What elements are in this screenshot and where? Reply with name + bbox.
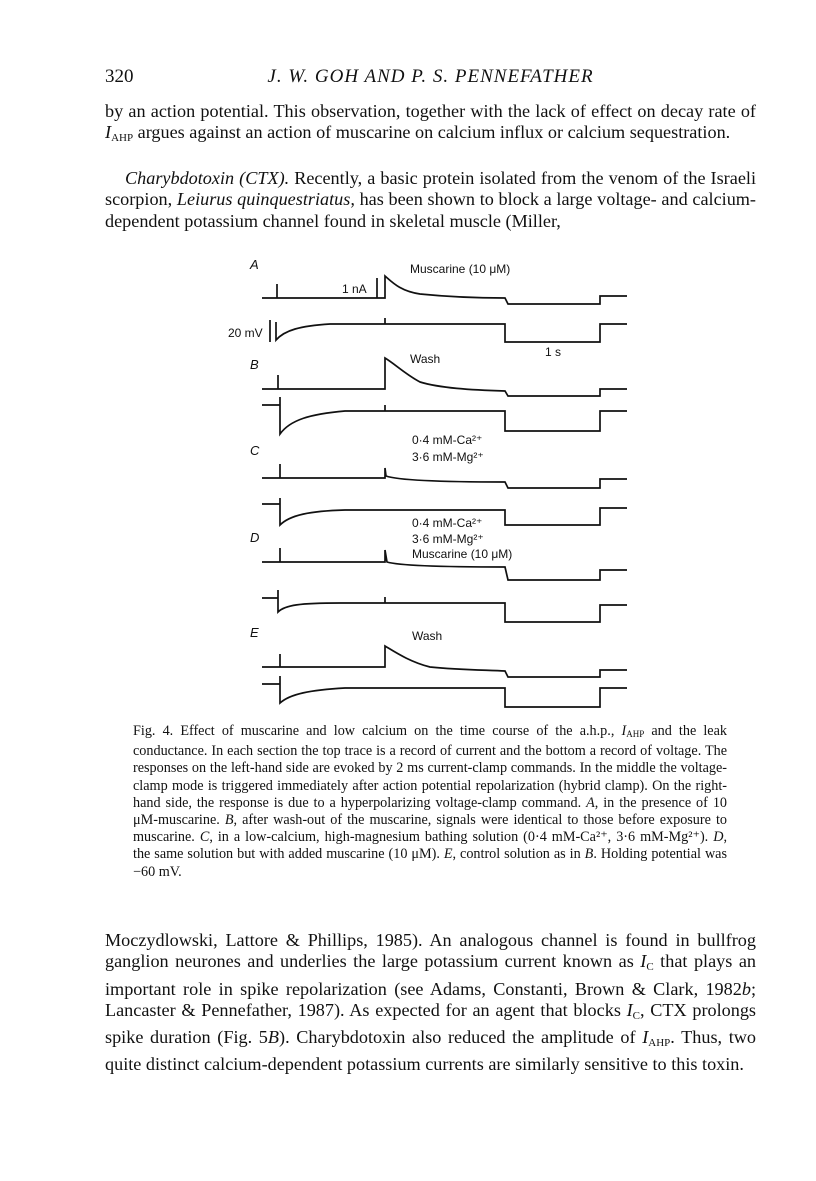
text-span: Recently, a basic protein isolated from the venom of the Israeli scorpion, xyxy=(105,168,756,210)
figure-caption xyxy=(133,723,727,881)
page-number: 320 xyxy=(105,66,134,87)
trace-d-voltage xyxy=(262,590,627,622)
caption-panel-ref: D xyxy=(713,829,724,846)
caption-var: I xyxy=(621,723,627,739)
condition-label-c2: 3·6 mM-Mg²⁺ xyxy=(412,450,484,464)
text-span: Moczydlowski, Lattore & Phillips, 1985). An analogous channel is found in bullfrog ganglion neurones and underlies the large potassium current known as xyxy=(105,930,756,972)
var-i: I xyxy=(626,999,633,1020)
caption-text: , in a low-calcium, high-magnesium bathing solution (0·4 mM-Ca²⁺, 3·6 mM-Mg²⁺). xyxy=(209,829,714,846)
scale-voltage-label: 20 mV xyxy=(228,326,263,340)
var-i: I xyxy=(642,1027,649,1048)
citation-suffix: b xyxy=(741,978,751,999)
panel-label-a: A xyxy=(250,257,259,272)
paragraph-ic-current xyxy=(105,930,756,1076)
text-span: ). Charybdotoxin also reduced the amplitude of xyxy=(279,1027,643,1048)
subscript: AHP xyxy=(648,1037,671,1050)
condition-label-c1: 0·4 mM-Ca²⁺ xyxy=(412,433,483,447)
panel-label-e: E xyxy=(250,625,259,640)
caption-panel-ref: B xyxy=(584,846,594,863)
species-name: Leiurus quinquestriatus, xyxy=(176,189,355,210)
caption-panel-ref: B xyxy=(224,812,234,829)
text-span: argues against an action of muscarine on calcium influx or calcium sequestration. xyxy=(133,122,731,143)
text-span: ; Lancaster & Pennefather, 1987). As expected for an agent that blocks xyxy=(105,978,756,1020)
caption-panel-ref: E xyxy=(443,846,453,863)
text-span: has been shown to block a large voltage- and calcium-dependent potassium channel found in skeletal muscle (Miller, xyxy=(105,189,756,231)
subscript: C xyxy=(632,1009,641,1022)
text-span: . Thus, two quite distinct calcium-dependent potassium currents are similarly sensitive to this toxin. xyxy=(105,1027,756,1075)
panel-label-c: C xyxy=(250,443,260,458)
subscript: AHP xyxy=(111,132,134,145)
caption-text: Fig. 4. Effect of muscarine and low calcium on the time course of the a.h.p., xyxy=(133,723,622,739)
var-i: I xyxy=(105,122,112,143)
trace-c-current xyxy=(262,464,627,488)
condition-label-b: Wash xyxy=(410,352,441,366)
trace-a-current xyxy=(262,276,627,304)
section-heading: Charybdotoxin (CTX). xyxy=(125,168,290,188)
caption-text: , the same solution but with added muscarine (10 μM). xyxy=(133,829,727,863)
caption-text: . Holding potential was −60 mV. xyxy=(133,846,728,880)
caption-text: and the leak conductance. In each section the top trace is a record of current and the bottom a record of voltage. The responses on the left-hand side are evoked by 2 ms current-clamp commands. In the middle the voltage-clamp mode is triggered immediately after action potential repolarization (hybrid clamp). On the right-hand side, the response is due to a hyperpolarizing voltage-clamp command. xyxy=(133,723,727,811)
panel-label-b: B xyxy=(250,357,259,372)
trace-a-voltage xyxy=(276,318,627,342)
caption-text: , in the presence of 10 μM-muscarine. xyxy=(133,794,728,829)
condition-label-d1: 0·4 mM-Ca²⁺ xyxy=(412,516,483,530)
panel-label-d: D xyxy=(250,530,260,545)
var-i: I xyxy=(640,951,647,972)
scale-current-label: 1 nA xyxy=(342,282,367,296)
subscript: C xyxy=(646,961,654,974)
trace-e-voltage xyxy=(262,676,627,707)
trace-b-current xyxy=(262,358,627,396)
condition-label-a: Muscarine (10 μM) xyxy=(410,262,511,276)
running-head-authors: J. W. GOH AND P. S. PENNEFATHER xyxy=(267,66,594,87)
caption-text: , after wash-out of the muscarine, signals were identical to those before exposure to muscarine. xyxy=(133,812,728,846)
condition-label-d2: 3·6 mM-Mg²⁺ xyxy=(412,532,484,546)
text-span: that plays an important role in spike repolarization (see Adams, Constanti, Brown & Clark, 1982 xyxy=(105,951,756,999)
condition-label-d3: Muscarine (10 μM) xyxy=(412,547,513,561)
caption-sub: AHP xyxy=(626,729,645,739)
caption-text: , control solution as in xyxy=(452,846,585,863)
text-span: by an action potential. This observation, together with the lack of effect on decay rate of xyxy=(105,101,756,121)
trace-b-voltage xyxy=(262,397,627,434)
figure-ref: B xyxy=(267,1027,280,1048)
condition-label-e: Wash xyxy=(412,629,443,643)
text-span: , CTX prolongs spike duration (Fig. 5 xyxy=(105,999,757,1048)
caption-panel-ref: C xyxy=(199,829,210,846)
caption-panel-ref: A xyxy=(586,794,595,811)
scale-time-label: 1 s xyxy=(545,345,562,359)
trace-e-current xyxy=(262,646,627,677)
